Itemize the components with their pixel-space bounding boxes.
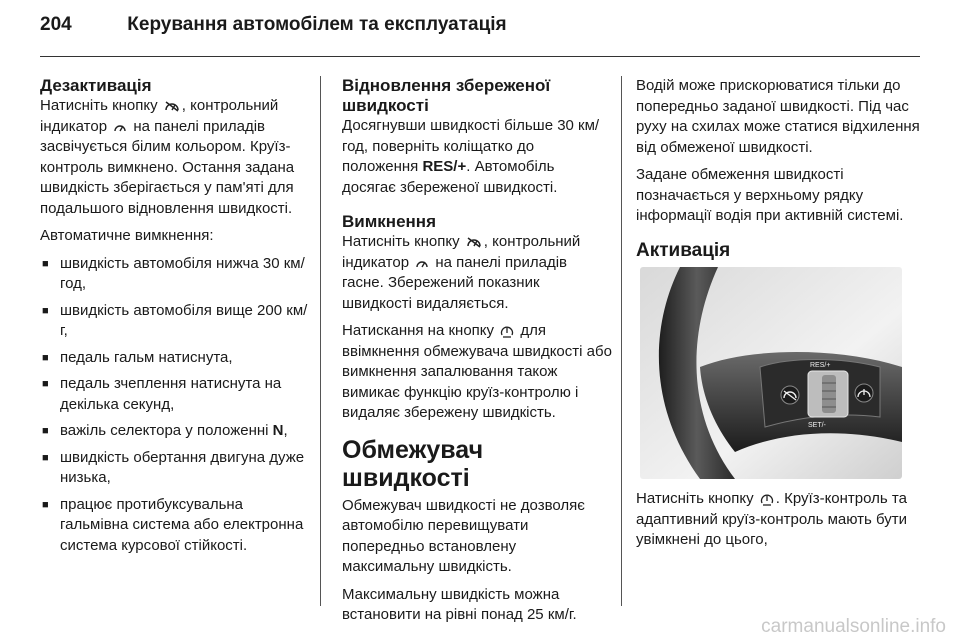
column-divider (320, 76, 321, 606)
auto-off-intro: Автоматичне вимкнення: (40, 227, 214, 244)
text: . Круїз-контроль та адаптивний круїз-контроль мають бути увімкнені до цього, (636, 490, 908, 548)
text: Натискання на кнопку (342, 322, 495, 339)
column-3 (636, 76, 926, 558)
speed-limiter-icon (760, 492, 774, 506)
page-title: Керування автомобілем та експлуатація (127, 14, 507, 35)
steering-wheel-illustration (640, 267, 902, 479)
list-item: ■ педаль гальм натиснута, (40, 348, 310, 369)
section-heading-deactivation: Дезактивація (40, 76, 152, 95)
list-item: ■ педаль зчеплення натиснута на декілька секунд, (40, 374, 310, 415)
section-heading-off: Вимкнення (342, 212, 436, 231)
page-number: 204 (40, 14, 72, 35)
text: на панелі приладів гасне. Збережений показник швидкості видаляється. (342, 253, 568, 312)
text: для ввімкнення обмежувача швидкості або вимкнення запалювання також вимикає функцію круїз-контролю і видаляє збережену швидкість. (342, 322, 612, 421)
list-item: ■ важіль селектора у положенні N, (40, 421, 310, 442)
off-paragraph (342, 232, 612, 314)
column-2 (342, 76, 612, 633)
limiter-button-paragraph (342, 321, 612, 424)
list-item: ■ швидкість автомобіля вище 200 км/г, (40, 301, 310, 342)
text: Досягнувши швидкості більше 30 км/год, поверніть коліщатко до положення (342, 117, 600, 175)
list-item: ■ швидкість автомобіля нижча 30 км/год, (40, 254, 310, 295)
text: на панелі приладів засвічується білим кольором. Круїз-контроль вимкнено. Остання задана швидкість зберігається у пам'яті для подальшого відновлення швидкості. (40, 117, 295, 217)
text: Натисніть кнопку (636, 490, 754, 507)
text: Натисніть кнопку (40, 97, 158, 114)
header-rule (40, 56, 920, 57)
speed-limiter-button-icon (855, 384, 873, 402)
limiter-paragraph-1: Обмежувач швидкості не дозволяє автомобілю перевищувати попередньо встановлену максимальну швидкість. (342, 496, 585, 575)
res-label-on-image: RES/+ (810, 362, 831, 369)
set-label-on-image: SET/- (808, 422, 826, 429)
steering-wheel-figure (640, 267, 902, 479)
cruise-off-icon (466, 236, 482, 248)
resume-paragraph (342, 116, 612, 198)
column-1 (40, 76, 310, 562)
section-heading-activation: Активація (636, 239, 731, 261)
cruise-off-icon (164, 100, 180, 112)
watermark: carmanualsonline.info (761, 616, 946, 637)
text: . Автомобіль досягає збереженої швидкості. (342, 158, 558, 196)
text: Натисніть кнопку (342, 233, 460, 250)
deactivation-paragraph (40, 96, 310, 219)
auto-off-list (40, 254, 310, 557)
text: , контрольний індикатор (342, 233, 581, 271)
cruise-off-button-icon (781, 386, 799, 404)
res-label: RES/+ (422, 158, 467, 175)
col3-paragraph-2: Задане обмеження швидкості позначається у верхньому рядку інформації водія при активній системі. (636, 166, 904, 224)
gear-letter: N (272, 422, 284, 439)
section-heading-speed-limiter: Обмежувач швидкості (342, 435, 484, 492)
col3-paragraph-1: Водій може прискорюватися тільки до попередньо заданої швидкості. Під час руху на схилах може статися відхилення від обмеженої швидкості. (636, 77, 920, 156)
speed-limiter-icon (500, 324, 514, 338)
activation-paragraph (636, 489, 926, 551)
cruise-indicator-icon (113, 121, 127, 133)
section-heading-resume: Відновлення збереженої швидкості (342, 76, 551, 115)
cruise-indicator-icon (415, 257, 429, 269)
list-item: ■ працює протибуксувальна гальмівна система або електронна система курсової стійкості. (40, 495, 310, 557)
column-divider (621, 76, 622, 606)
limiter-paragraph-2: Максимальну швидкість можна встановити на рівні понад 25 км/г. (342, 585, 577, 623)
list-item: ■ швидкість обертання двигуна дуже низька, (40, 448, 310, 489)
text: , контрольний індикатор (40, 97, 279, 135)
text: важіль селектора у положенні (60, 422, 269, 439)
page-header (40, 14, 507, 36)
